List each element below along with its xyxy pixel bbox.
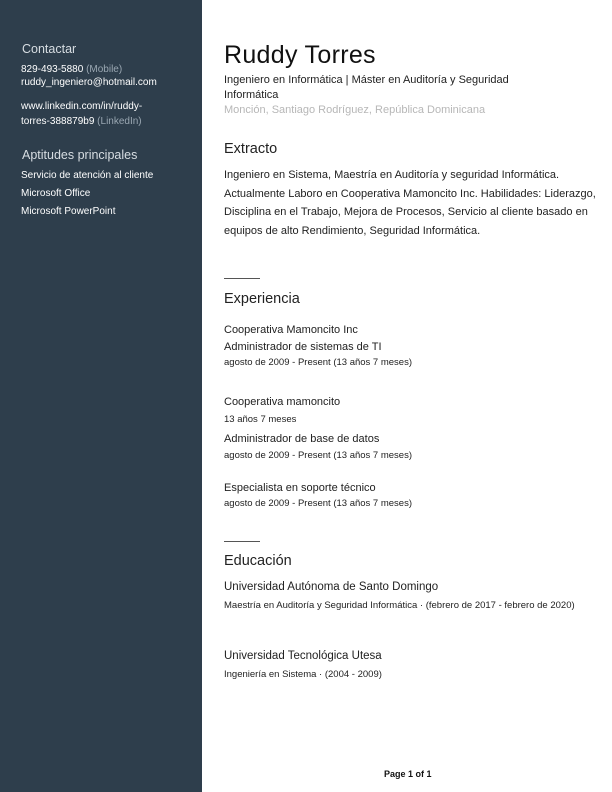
linkedin-link-line2[interactable]: [21, 115, 142, 128]
location: Monción, Santiago Rodríguez, República Dominicana: [224, 104, 486, 116]
candidate-name: Ruddy Torres: [224, 41, 376, 69]
main-content: [202, 0, 612, 792]
job-role: Especialista en soporte técnico: [224, 482, 376, 494]
skill-item: Microsoft Office: [21, 188, 91, 199]
school-name: Universidad Autónoma de Santo Domingo: [224, 581, 439, 593]
job-duration: 13 años 7 meses: [224, 414, 297, 425]
section-divider: [224, 541, 260, 542]
contact-heading: Contactar: [22, 42, 77, 56]
summary-title: Extracto: [224, 141, 278, 157]
job-role: Administrador de sistemas de TI: [224, 341, 382, 353]
page-number: Page 1 of 1: [384, 769, 432, 779]
phone-line: [21, 63, 122, 76]
school-degree: Maestría en Auditoría y Seguridad Informática · (febrero de 2017 - febrero de 2020): [224, 600, 575, 611]
skills-heading: Aptitudes principales: [22, 148, 138, 162]
linkedin-url-rest[interactable]: torres-388879b9: [21, 116, 95, 127]
job-company: Cooperativa mamoncito: [224, 396, 341, 408]
job-role: Administrador de base de datos: [224, 433, 380, 445]
sidebar: [0, 0, 202, 792]
linkedin-link-line1[interactable]: www.linkedin.com/in/ruddy-: [21, 101, 143, 112]
summary-text: Ingeniero en Sistema, Maestría en Auditoría y seguridad Informática. Actualmente Laboro en Cooperativa Mamoncito Inc. Habilidades: Liderazgo, Disciplina en el Trabajo, Mejora de Procesos, Servicio al cliente basado en equipos de alto Rendimiento, Seguridad Informática.: [224, 169, 596, 238]
school-degree: Ingeniería en Sistema · (2004 - 2009): [224, 669, 382, 680]
email-link[interactable]: ruddy_ingeniero@hotmail.com: [21, 77, 157, 88]
phone-label: (Mobile): [86, 64, 123, 75]
job-dates: agosto de 2009 - Present (13 años 7 meses): [224, 357, 413, 368]
job-dates: agosto de 2009 - Present (13 años 7 meses): [224, 498, 413, 509]
job-dates: agosto de 2009 - Present (13 años 7 meses): [224, 450, 413, 461]
education-title: Educación: [224, 553, 292, 569]
skill-item: Microsoft PowerPoint: [21, 206, 116, 217]
section-divider: [224, 278, 260, 279]
phone-number: 829-493-5880: [21, 64, 84, 75]
job-company: Cooperativa Mamoncito Inc: [224, 324, 358, 336]
linkedin-label: (LinkedIn): [97, 116, 142, 127]
skill-item: Servicio de atención al cliente: [21, 170, 154, 181]
experience-title: Experiencia: [224, 291, 300, 307]
headline: Ingeniero en Informática | Máster en Auditoría y Seguridad Informática: [224, 74, 509, 101]
school-name: Universidad Tecnológica Utesa: [224, 650, 382, 662]
